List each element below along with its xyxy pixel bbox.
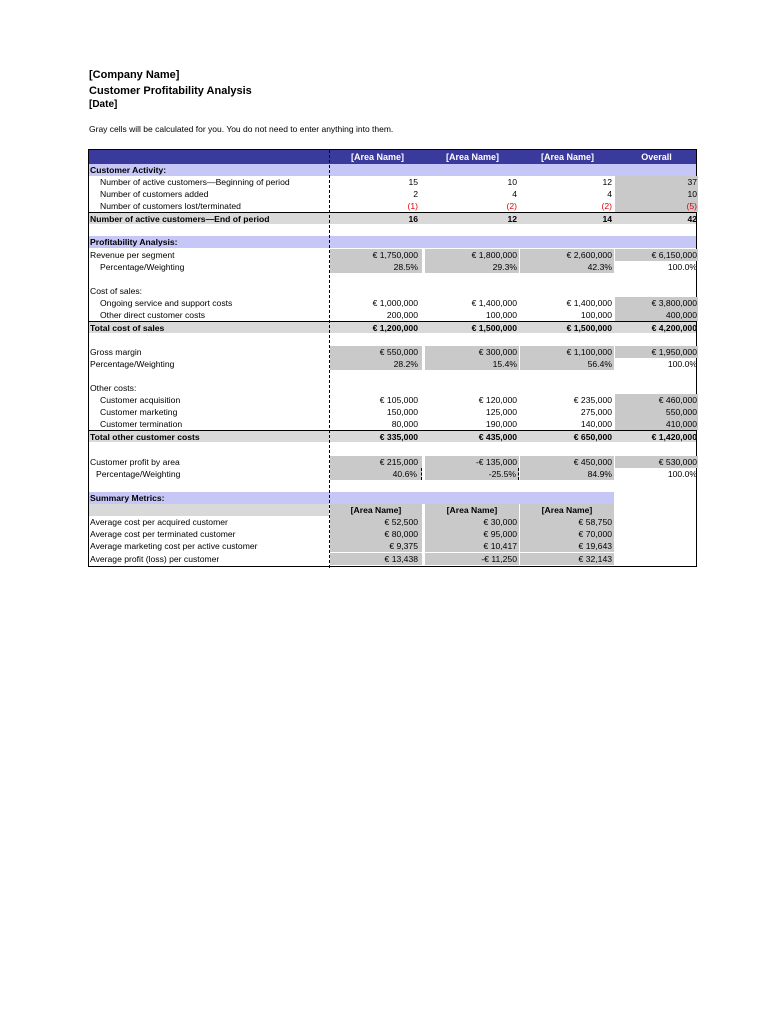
column-header-area-1: [Area Name] (350, 152, 405, 162)
cell-area-3: 14 (602, 214, 612, 224)
table-row (89, 468, 696, 480)
cell-overall: 100.0% (667, 469, 697, 479)
cell-area-3[interactable]: € 235,000 (573, 395, 612, 405)
cell-area-1[interactable]: 15 (408, 177, 418, 187)
cell-area-1: 16 (408, 214, 418, 224)
table-row (89, 309, 696, 321)
section-customer-activity (89, 164, 696, 176)
table-row (89, 418, 696, 430)
cell-area-3[interactable]: € 1,400,000 (566, 298, 612, 308)
cell-area-2: -€ 135,000 (425, 456, 519, 468)
cell-overall: 550,000 (615, 406, 698, 418)
cell-area-1: € 1,200,000 (372, 323, 418, 333)
cell-area-2: € 435,000 (478, 432, 517, 442)
row-label: Number of active customers—Beginning of period (100, 177, 290, 187)
table-row-total (89, 212, 696, 224)
cell-area-1: € 13,438 (330, 553, 422, 565)
cell-area-3: € 2,600,000 (520, 249, 614, 261)
row-label: Gross margin (90, 347, 142, 357)
table-row (89, 394, 696, 406)
row-label: Number of customers added (100, 189, 209, 199)
section-title: Customer Activity: (90, 165, 167, 175)
column-header-area-3: [Area Name] (540, 152, 595, 162)
summary-column-header-3: [Area Name] (520, 504, 614, 516)
row-label: Number of customers lost/terminated (100, 201, 241, 211)
cell-area-2: -€ 11,250 (425, 553, 519, 565)
summary-header-row (89, 504, 696, 516)
cell-area-3: 84.9% (520, 468, 614, 480)
table-row (89, 285, 696, 297)
cell-area-3: € 58,750 (520, 516, 614, 528)
cell-area-1[interactable]: € 105,000 (379, 395, 418, 405)
cell-area-2[interactable]: 4 (512, 189, 517, 199)
profitability-sheet (88, 149, 697, 567)
cell-area-1: € 335,000 (379, 432, 418, 442)
cell-area-1[interactable]: 80,000 (391, 419, 418, 429)
summary-column-header-2: [Area Name] (425, 504, 519, 516)
cell-overall: 10 (615, 188, 698, 200)
row-label: Other direct customer costs (100, 310, 206, 320)
row-label: Cost of sales: (90, 286, 143, 296)
summary-row (89, 516, 696, 528)
instruction-note: Gray cells will be calculated for you. You do not need to enter anything into them. (89, 124, 394, 134)
table-row (89, 406, 696, 418)
cell-area-1: € 215,000 (330, 456, 422, 468)
column-header-overall: Overall (641, 152, 672, 162)
cell-area-1: € 9,375 (330, 540, 422, 552)
company-name: [Company Name] (89, 69, 180, 81)
cell-area-2: € 1,500,000 (471, 323, 517, 333)
cell-overall: 100.0% (667, 262, 697, 272)
cell-area-1: 28.5% (330, 261, 422, 273)
row-label: Average cost per acquired customer (90, 517, 228, 527)
cell-overall: € 6,150,000 (615, 249, 698, 261)
row-label: Customer acquisition (100, 395, 181, 405)
cell-area-3[interactable]: 100,000 (580, 310, 612, 320)
cell-area-2: 29.3% (425, 261, 519, 273)
cell-overall: 400,000 (615, 309, 698, 321)
summary-row (89, 553, 696, 565)
cell-area-1[interactable]: (1) (407, 201, 418, 211)
cell-overall: € 460,000 (615, 394, 698, 406)
cell-overall: € 530,000 (615, 456, 698, 468)
cell-area-2[interactable]: (2) (506, 201, 517, 211)
cell-area-1[interactable]: 200,000 (386, 310, 418, 320)
section-summary-metrics (89, 492, 696, 504)
cell-area-3: € 32,143 (520, 553, 614, 565)
section-title: Summary Metrics: (90, 493, 165, 503)
cell-overall: 42 (687, 214, 697, 224)
cell-area-2: 12 (507, 214, 517, 224)
table-row-total (89, 321, 696, 333)
cell-area-3[interactable]: (2) (601, 201, 612, 211)
row-label: Ongoing service and support costs (100, 298, 233, 308)
cell-area-2[interactable]: 190,000 (485, 419, 517, 429)
row-label: Total cost of sales (90, 323, 165, 333)
report-title: Customer Profitability Analysis (89, 85, 252, 97)
row-label: Customer termination (100, 419, 183, 429)
cell-area-3[interactable]: 140,000 (580, 419, 612, 429)
cell-area-2: -25.5% (425, 468, 519, 480)
cell-overall: € 1,420,000 (651, 432, 697, 442)
cell-overall: € 3,800,000 (615, 297, 698, 309)
cell-area-1: 28.2% (330, 358, 422, 370)
table-row (89, 188, 696, 200)
cell-area-2[interactable]: 125,000 (485, 407, 517, 417)
cell-area-3: € 19,643 (520, 540, 614, 552)
label-column-divider (329, 150, 330, 568)
cell-area-1: € 1,750,000 (330, 249, 422, 261)
cell-area-1[interactable]: 2 (413, 189, 418, 199)
cell-area-3[interactable]: 275,000 (580, 407, 612, 417)
table-row (89, 346, 696, 358)
summary-column-header-1: [Area Name] (330, 504, 422, 516)
cell-area-3: € 650,000 (573, 432, 612, 442)
cell-area-3: 56.4% (520, 358, 614, 370)
cell-area-1: € 52,500 (330, 516, 422, 528)
cell-area-3[interactable]: 4 (607, 189, 612, 199)
cell-area-1[interactable]: € 1,000,000 (372, 298, 418, 308)
table-row-total (89, 430, 696, 442)
row-label: Average cost per terminated customer (90, 529, 236, 539)
cell-area-3: 42.3% (520, 261, 614, 273)
table-row (89, 382, 696, 394)
table-row (89, 456, 696, 468)
row-label: Total other customer costs (90, 432, 200, 442)
table-row (89, 358, 696, 370)
cell-area-2: € 95,000 (425, 528, 519, 540)
cell-area-2[interactable]: 10 (507, 177, 517, 187)
table-row (89, 297, 696, 309)
row-label: Other costs: (90, 383, 137, 393)
row-label: Number of active customers—End of period (90, 214, 270, 224)
cell-area-3: € 1,500,000 (566, 323, 612, 333)
cell-area-1: 40.6% (330, 468, 422, 480)
cell-overall: € 4,200,000 (651, 323, 697, 333)
cell-area-1: € 80,000 (330, 528, 422, 540)
cell-area-2: € 300,000 (425, 346, 519, 358)
column-header-row (89, 150, 696, 164)
cell-overall: (5) (615, 200, 698, 212)
cell-overall: € 1,950,000 (615, 346, 698, 358)
cell-area-2[interactable]: € 120,000 (478, 395, 517, 405)
cell-area-2[interactable]: 100,000 (485, 310, 517, 320)
row-label: Percentage/Weighting (96, 469, 181, 479)
report-date: [Date] (89, 99, 118, 110)
cell-area-2[interactable]: € 1,400,000 (471, 298, 517, 308)
cell-area-2: € 30,000 (425, 516, 519, 528)
row-label: Customer marketing (100, 407, 178, 417)
summary-row (89, 528, 696, 540)
table-row (89, 200, 696, 212)
cell-overall: 410,000 (615, 418, 698, 430)
row-label: Percentage/Weighting (90, 359, 175, 369)
row-label: Revenue per segment (90, 250, 175, 260)
column-header-area-2: [Area Name] (445, 152, 500, 162)
row-label: Average profit (loss) per customer (90, 554, 220, 564)
cell-area-3: € 70,000 (520, 528, 614, 540)
summary-header-label-cell (89, 504, 329, 516)
table-row (89, 249, 696, 261)
row-label: Customer profit by area (90, 457, 180, 467)
cell-area-1[interactable]: 150,000 (386, 407, 418, 417)
cell-overall: 37 (615, 176, 698, 188)
cell-area-2: € 10,417 (425, 540, 519, 552)
section-title: Profitability Analysis: (90, 237, 178, 247)
row-label: Percentage/Weighting (100, 262, 185, 272)
row-label: Average marketing cost per active customer (90, 541, 258, 551)
cell-area-3: € 1,100,000 (520, 346, 614, 358)
cell-area-2: 15.4% (425, 358, 519, 370)
summary-row (89, 540, 696, 552)
section-profitability-analysis (89, 236, 696, 248)
table-row (89, 261, 696, 273)
table-row (89, 176, 696, 188)
cell-area-3: € 450,000 (520, 456, 614, 468)
cell-area-2: € 1,800,000 (425, 249, 519, 261)
cell-area-1: € 550,000 (330, 346, 422, 358)
cell-area-3[interactable]: 12 (602, 177, 612, 187)
cell-overall: 100.0% (667, 359, 697, 369)
